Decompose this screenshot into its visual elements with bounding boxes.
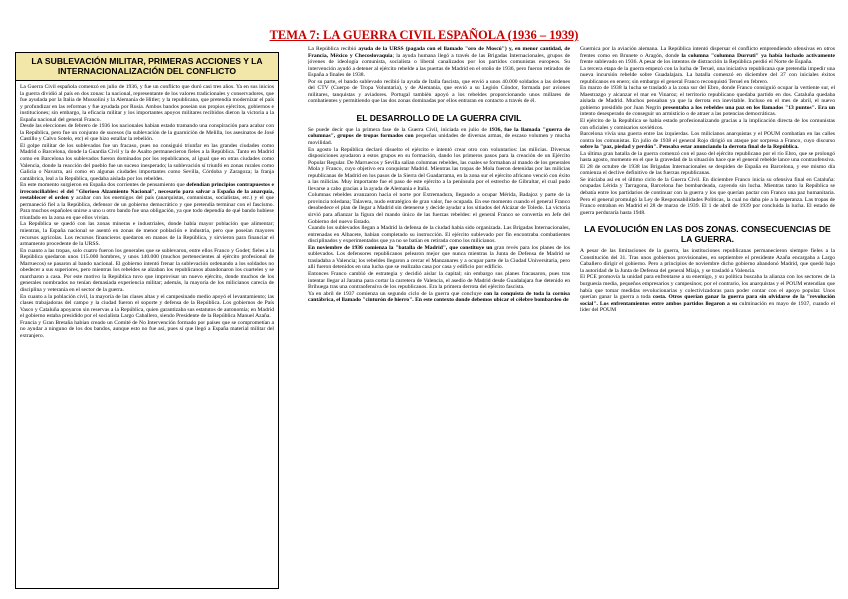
text-run: En marzo de 1938 la lucha se trasladó a la zona sur del Ebro, donde Franco consiguió ocupar la vertiente sur, el Maestrazgo y alcanzar el mar en Vinaroz; el territorio republicano quedaba partido en dos. Cataluña quedaba aislada de Madrid. Muchos pensaban ya que la derrota era inevitable. Incluso en el mes de abril, el nuevo gobierno presidido por Juan Negrín [580, 85, 835, 111]
paragraph [20, 143, 274, 182]
text-run: Ya en abril de 1937 comienza un segundo ciclo de la guerra que concluye [308, 290, 484, 297]
section-heading-evolucion: LA EVOLUCIÓN EN LAS DOS ZONAS. CONSECUENCIAS DE LA GUERRA. [584, 224, 831, 245]
highlight-text: 1936, fue la llamada "guerra de columnas", grupos de tropas formados con [308, 126, 570, 140]
middle-column [308, 46, 570, 586]
paragraph [308, 127, 570, 147]
text-run: El PCE promovía la unidad para enfrentarse a su enemigo, y su política buscaba la alianza con los sectores de la burguesía media, pequeños empresarios y campesinos; por el contrario, los anarquistas y el POUM entendían que había que tomar medidas revolucionarias y colectivizadoras para poder contar con el apoyo popular. Unos querían ganar la guerra a toda [580, 274, 835, 301]
paragraph: Columnas rebeldes avanzaron hacia el norte por Extremadura, llegando a ocupar Mérida, Badajoz y parte de la provincia toledana; Talavera, nudo estratégico de gran valor, fue ocupada. En ese momento cuando el general Franco desobedece el plan de llegar a Madrid sin detenerse y decide ayudar a los sitiados del Alcázar de Toledo. La victoria sirvió para afianzar la figura del mando único de las fuerzas rebeldes: el general Franco se convertía en Jefe del Gobierno del nuevo Estado. [308, 192, 570, 225]
paragraph: Desde las elecciones de febrero de 1936 los nacionales habían estado tramando una conspiración para acabar con la República, pero fue un conjunto de sucesos (la sublevación de la guarnición de Melilla, los asesinatos de José Castillo y Calvo Sotelo, etc) el que hizo estallar la rebelión. [20, 123, 274, 143]
paragraph: A pesar de las limitaciones de la guerra, las instituciones republicanas permanecieron siempre fieles a la Constitución del 31. Tras unos gobiernos provisionales, en septiembre el presidente Azaña encargaba a Largo Caballero dirigir el gobierno. Pero a principios de noviembre dicho gobierno abandonó Madrid, que quedó bajo la autoridad de la Junta de Defensa del general Miaja, y se trasladó a Valencia. [580, 248, 835, 274]
text-run: ; la ayuda humana llegó a través de las Brigadas Internacionales, grupos de jóvenes de ideología comunista, socialista o liberal canalizados por los partidos comunistas europeos. Su intervención ayudó a detener al ejército rebelde a las puertas de Madrid en el otoño de 1936, pero fueron retirados de España a finales de 1938. [308, 52, 570, 79]
text-run: Se puede decir que la primera fase de la Guerra Civil, iniciada en julio de [308, 126, 490, 133]
paragraph [580, 274, 835, 313]
paragraph: La última gran batalla de la guerra comenzó con el paso del ejército republicano por el río Ebro, que se prolongó hasta agosto, momento en el que la gravedad de la situación hace que el general rebelde lance una contraofensiva. El 28 de octubre de 1938 las Brigadas Internacionales se despiden de España en Barcelona, y ese mismo día comienza el declive definitivo de las fuerzas republicanas. [580, 150, 835, 177]
text-run: Guernica por la aviación alemana. La República intentó dispersar el conflicto emprendiendo ofensivas en otros frentes como en Brunete o Aragón, donde [580, 46, 835, 59]
left-column [15, 52, 279, 589]
highlight-text: defendían principios contrapuestos e irreconciliables: el del "Glorioso Alzamiento Nacional", necesario para salvar a España de la anarquía, restablecer el orden y [20, 182, 274, 202]
highlight-text: sobre la "paz, piedad y perdón". Pensaba estar anunciando la derrota final de la República. [580, 144, 799, 151]
paragraph: En agosto la República declaró disuelto el ejército e intentó crear otro con voluntarios: las milicias. Diversas disposiciones ayudaron a estos grupos en su formación, dando los primeros pasos para la creación de un Ejército Popular Regular. De Marruecos y Sevilla salían columnas rebeldes, las cuales se formaban al mando de los generales Mola y Franco, cuyo objetivo era conquistar Madrid. Mientras las tropas de Mola fueron detenidas por las milicias republicanas de Madrid en los pasos de la Sierra del Guadarrama, en la zona sur el ejército africano venció con éxito a las milicias. Muy importante fue el paso de este ejército a la península por el estrecho de Gibraltar, el cual pudo llevarse a cabo gracias a la ayuda de Alemania e Italia. [308, 146, 570, 192]
page-title: TEMA 7: LA GUERRA CIVIL ESPAÑOLA (1936 – 1939) [269, 28, 579, 42]
paragraph: El ejército de la República se había estado profesionalizando gracias a la implicación directa de los comunistas con oficiales y comisarios soviéticos. [580, 118, 835, 131]
paragraph [580, 131, 835, 151]
highlight-text: presentaba a los rebeldes una paz en los llamados "13 puntos". Era un [662, 104, 835, 111]
paragraph [308, 291, 570, 304]
highlight-text: costa. Otros querían ganar la guerra para sin olvidarse de la "revolución social". Los enfrentamientos entre ambos partidos llegaron a su [580, 294, 835, 307]
highlight-text: En noviembre de 1936 comienza la "batalla de Madrid", que constituye un [308, 244, 493, 251]
text-run: acabar con los enemigos del país (anarquistas, comunistas, socialistas, etc.) y el que permaneció fiel a la República, defensor de un gobierno democrático y que pretendía terminar con el fascismo. Para muchos españoles unirse a uno u otro bando fue una obligación, ya que todo dependía de qué bando hubiese triunfado en la zona en que ellos vivían. [20, 195, 274, 221]
highlight-text: con la conquista de toda la cornisa cantábrica, el llamado "cinturón de hierro". En este contexto donde debemos ubicar el célebre bombardeo de [308, 290, 570, 304]
paragraph: La Guerra Civil española comenzó en julio de 1936, y fue un conflicto que duró casi tres años. Ya en sus inicios la guerra dividió al país en dos zonas: la nacional, representante de los valores tradicionales y conservadores, que fue ayudada por la Italia de Mussolini y la Alemania de Hitler; y la republicana, que pretendía modernizar el país y profundizar en las reformas y fue ayudada por Rusia. Ambos bandos poseían sus propios ejércitos, gobiernos e instituciones; sin embargo, la eficacia militar y los importantes apoyos militares recibidos dieron la victoria a la España nacional del general Franco. [20, 84, 274, 123]
text-run: Barcelona vivía una guerra entre las izquierdas. Los milicianos anarquistas y el POUM combatían en las calles contra los comunistas. En julio de 1938 el general Rojo dirigió un ataque por sorpresa a Franco, cuyo discurso [580, 131, 835, 144]
paragraph: Francia y Gran Bretaña habían creado un Comité de No Intervención formado por países que se comprometían a no ayudar a ninguno de los dos bandos, aunque esto no fue así, pues sí que llegó a España material militar del extranjero. [20, 319, 274, 339]
text-run: pequeñas unidades de diversas armas, de escaso volumen y mucha movilidad. [308, 133, 570, 147]
text-run: En este momento surgieron en España dos corrientes de pensamiento que [20, 182, 187, 189]
left-column-body [16, 81, 278, 339]
paragraph [580, 46, 835, 66]
text-run: gran revés para los planes de los sublevados. Los defensores republicanos pelearon mejor que nunca mientras la Junta de Defensa de Madrid se trasladaba a Valencia; los rebeldes llegaron a cercar el Manzanares y a ocupar parte de la Ciudad Universitaria, pero allí fueron detenidos en una lucha que se realizaba casa por casa y edificio por edificio. [308, 244, 570, 271]
paragraph: En cuanto a la población civil, la mayoría de las clases altas y el campesinado medio apoyó el levantamiento; las clases trabajadoras del campo y la ciudad fueron el soporte y defensa de la República. Los gobiernos de País Vasco y Cataluña apoyaron sin reservas a la República, quien garantizaba sus estatutos de autonomía; en Madrid el gobierno estaba presidido por el socialista Largo Caballero, siendo Presidente de la República Manuel Azaña. [20, 293, 274, 320]
paragraph: La tercera etapa de la guerra empezó con la lucha de Teruel, una iniciativa republicana que pretendía impedir una nueva incursión rebelde sobre Guadalajara. La batalla comenzó en diciembre del 37 con iniciales éxitos republicanos en enero; sin embargo el general Franco reconquistó Teruel en febrero. [580, 65, 835, 85]
text-run: El golpe militar de los sublevados fue un fracaso, pues no consiguió triunfar en las grandes ciudades como Madrid o Barcelona, donde la Guardia Civil y la de Asalto permanecieron fieles a la República. Tanto en Madrid como en Barcelona los sublevados fueron dominados por los republicanos, al igual que en otras ciudades como Valencia, donde la reacción del pueblo fue un suceso inesperado; la sublevación sí triunfó en zonas rurales como Galicia o Navarra, así como en algunas ciudades importantes como Sevilla, Córdoba y Zaragoza; la franja cantábrica, leal a la República, quedaba aislada por los rebeldes. [20, 142, 274, 182]
right-column [580, 46, 835, 586]
paragraph: Cuando los sublevados llegan a Madrid la defensa de la ciudad había sido organizada. Las Brigadas Internacionales, entrenadas en Albacete, habían completado su instrucción. El ejército sublevado por fin encontraba combatientes disciplinados y experimentados que ya no se batían en retirada como los milicianos. [308, 225, 570, 245]
text-run: frente sublevado en 1936. A pesar de los intentos de distracción la República perdió el Norte de España. [580, 59, 813, 66]
section-heading-desarrollo: EL DESARROLLO DE LA GUERRA CIVIL [356, 112, 522, 123]
highlight-text: la columna "columna Durruti" ya había luchado activamente [681, 52, 835, 59]
paragraph: Entonces Franco cambió de estrategia y decidió aislar la capital; sin embargo sus planes fracasaron, pues tras intentar llegar al Jarama para cortar la carretera de Valencia, el asedio de Madrid desde Guadalajara fue detenido en Brihuega tras una contraofensiva de los republicanos. Era la primera derrota del ejército fascista. [308, 270, 570, 291]
paragraph [20, 182, 274, 221]
paragraph: Se iniciaba así en el último ciclo de la Guerra Civil. En diciembre Franco inicia su ofensiva final en Cataluña: ocupadas Lérida y Tarragona, Barcelona fue bombardeada, cayendo sin lucha. Mientras tanto la República se debatía entre los partidarios de continuar con la guerra y los que querían pactar con Franco una paz humanitaria. Pero el general promulgó la Ley de Responsabilidades Políticas, la cual no daba pie a la esperanza. Las tropas de Franco entraban en Madrid el 28 de marzo de 1939. El 1 de abril de 1939 por concluida la lucha. El estado de guerra perduraría hasta 1948. [580, 176, 835, 216]
highlight-text: ayuda de la URSS (pagada con el llamado "oro de Moscú") y, en menor cantidad, de Francia, México y Checoslovaquia [308, 46, 570, 59]
paragraph: La República se quedó con las zonas mineras e industriales, donde había mayor población que alimentar; mientras, la España nacional se asentó en zonas de menor población e industria, pero que poseían mayores recursos agrícolas. Los recursos financieros quedaron en manos de la República, y sirvieron para financiar el armamento procedente de la URSS. [20, 221, 274, 248]
text-run: culminación en mayo de 1937, cuando el líder del POUM [580, 300, 835, 314]
paragraph [308, 245, 570, 271]
paragraph [308, 46, 570, 79]
text-run: intento desesperado de conseguir un armisticio o de atraer a las potencias democráticas. [580, 111, 777, 118]
section-heading-sublevacion: LA SUBLEVACIÓN MILITAR, PRIMERAS ACCIONES Y LA INTERNACIONALIZACIÓN DEL CONFLICTO [16, 53, 278, 81]
text-run: La República recibió [308, 46, 359, 52]
paragraph [580, 85, 835, 118]
paragraph: Por su parte, el bando sublevado recibió la ayuda de Italia fascista, que envió a unos 40.000 soldados a las órdenes del CTV (Cuerpo de Tropa Voluntaria), y de Alemania, que envió a su Legión Cóndor, formada por aviones militares, tanquistas y aviadores. Portugal también apoyó a los rebeldes proporcionando unos millares de combatientes y permitiendo que las dos zonas dominadas por ellos entraran en contacto a través de él. [308, 78, 570, 105]
paragraph: En cuanto a las tropas, solo cuatro fueron los generales que se sublevaron, entre ellos Franco y Godet; fieles a la República quedaron unos 115.000 hombres, y unos 140.000 (muchos pertenecientes al ejército profesional de Marruecos) se pasaron al bando nacional. El gobierno intentó frenar la sublevación ordenando a los soldados no obedecer a sus superiores, pero mientras los rebeldes se alzaban los republicanos abandonaron los cuarteles y se marcharon a casa. Por este motivo la República tuvo que improvisar un nuevo ejército, donde muchos de los generales nombrados no tenían demasiada experiencia militar; además, la mayoría de los milicianos carecía de disciplina y veteranía en el sector de la guerra. [20, 247, 274, 293]
